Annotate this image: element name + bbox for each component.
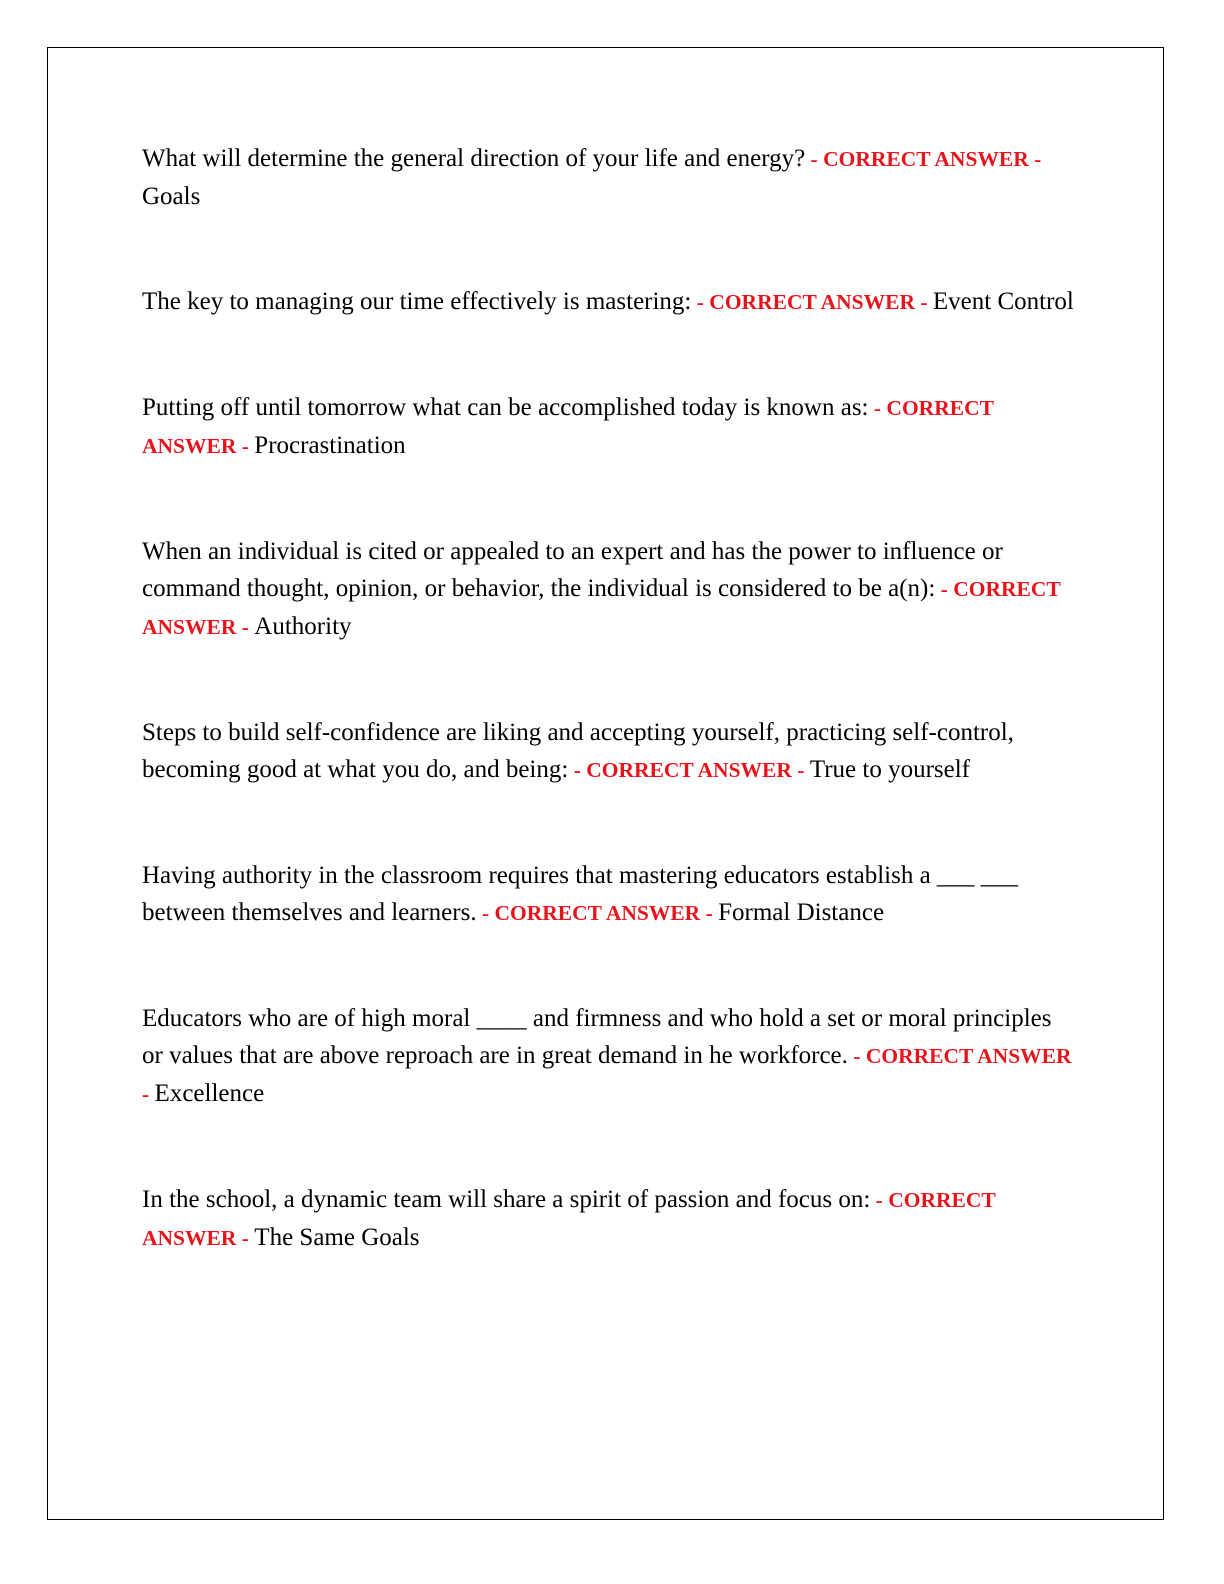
correct-answer-marker: - CORRECT ANSWER - (691, 290, 933, 314)
qa-item (142, 857, 1077, 932)
question-text: Educators who are of high moral ____ and firmness and who hold a set or moral principles or values that are above reproach are in great demand in he workforce. (142, 1005, 1052, 1069)
answer-text: Procrastination (254, 432, 406, 459)
correct-answer-marker: - CORRECT ANSWER - (805, 147, 1042, 171)
question-text: Putting off until tomorrow what can be accomplished today is known as: (142, 394, 869, 421)
question-text: Steps to build self-confidence are liking and accepting yourself, practicing self-control, becoming good at what you do, and being: (142, 719, 1014, 783)
qa-item (142, 1000, 1077, 1113)
qa-item (142, 283, 1077, 321)
qa-item (142, 389, 1077, 465)
correct-answer-marker: - CORRECT ANSWER - (142, 1188, 996, 1250)
question-text: When an individual is cited or appealed to an expert and has the power to influence or command thought, opinion, or behavior, the individual is considered to be a(n): (142, 538, 1003, 602)
correct-answer-marker: - CORRECT ANSWER - (142, 577, 1061, 639)
answer-text: Goals (142, 183, 201, 210)
qa-item (142, 1181, 1077, 1257)
question-text: Having authority in the classroom requires that mastering educators establish a ___ ___ between themselves and learners. (142, 862, 1019, 926)
correct-answer-marker: - CORRECT ANSWER - (142, 1044, 1072, 1106)
answer-text: Excellence (154, 1080, 265, 1107)
question-text: The key to managing our time effectively is mastering: (142, 288, 692, 315)
answer-text: The Same Goals (254, 1224, 420, 1251)
answer-text: Authority (254, 613, 352, 640)
answer-text: Event Control (932, 288, 1074, 315)
qa-item (142, 714, 1077, 789)
answer-text: True to yourself (809, 756, 971, 783)
document-body (142, 140, 1077, 1257)
qa-item (142, 140, 1077, 215)
correct-answer-marker: - CORRECT ANSWER - (568, 758, 810, 782)
question-text: What will determine the general direction of your life and energy? (142, 145, 806, 172)
correct-answer-marker: - CORRECT ANSWER - (476, 901, 719, 925)
question-text: In the school, a dynamic team will share a spirit of passion and focus on: (142, 1186, 871, 1213)
qa-item (142, 533, 1077, 646)
answer-text: Formal Distance (718, 899, 885, 926)
correct-answer-marker: - CORRECT ANSWER - (142, 396, 994, 458)
